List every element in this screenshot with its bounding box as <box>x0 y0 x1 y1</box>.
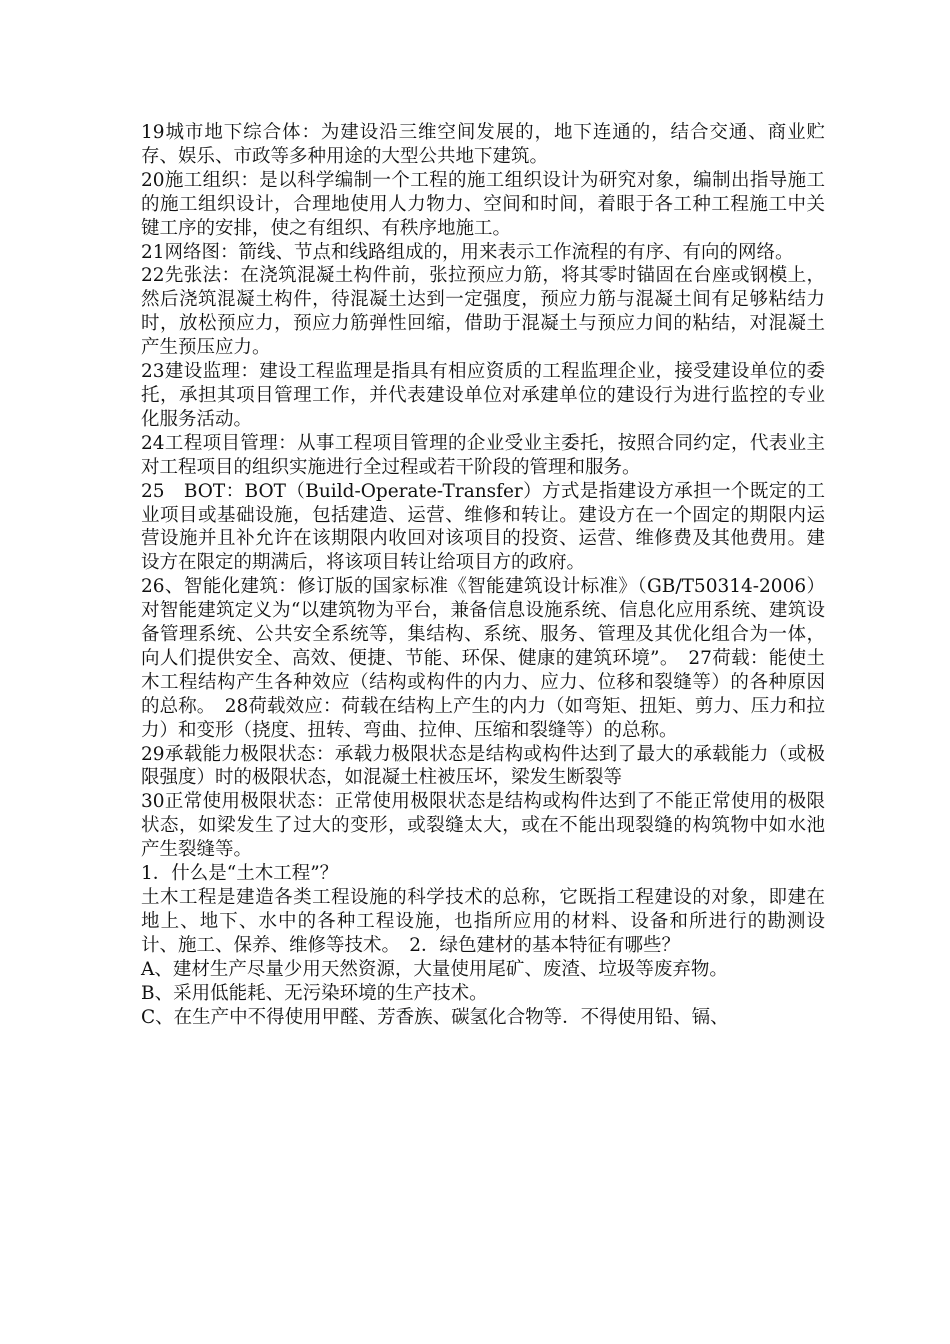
paragraph-19-urban-underground-complex: 19城市地下综合体：为建设沿三维空间发展的，地下连通的，结合交通、商业贮存、娱乐、市政等多种用途的大型公共地下建筑。 <box>141 122 825 167</box>
answer-1-and-question-2: 土木工程是建造各类工程设施的科学技术的总称，它既指工程建设的对象，即建在地上、地下、水中的各种工程设施，也指所应用的材料、设备和所进行的勘测设计、施工、保养、维修等技术。 2．绿色建材的基本特征有哪些？ <box>141 887 825 956</box>
paragraph-23-construction-supervision: 23建设监理：建设工程监理是指具有相应资质的工程监理企业，接受建设单位的委托，承担其项目管理工作，并代表建设单位对承建单位的建设行为进行监控的专业化服务活动。 <box>141 361 825 430</box>
list-item-c: C、在生产中不得使用甲醛、芳香族、碳氢化合物等．不得使用铅、镉、 <box>141 1006 729 1028</box>
document-page <box>141 121 825 1029</box>
paragraph-29-ultimate-limit-state: 29承载能力极限状态：承载力极限状态是结构或构件达到了最大的承载能力（或极限强度）时的极限状态，如混凝土柱被压坏，梁发生断裂等 <box>141 743 825 789</box>
paragraph-30-serviceability-limit-state: 30正常使用极限状态：正常使用极限状态是结构或构件达到了不能正常使用的极限状态，如梁发生了过大的变形，或裂缝太大，或在不能出现裂缝的构筑物中如水池产生裂缝等。 <box>141 791 825 861</box>
list-item-b: B、采用低能耗、无污染环境的生产技术。 <box>141 982 488 1004</box>
paragraph-20-construction-organization: 20施工组织：是以科学编制一个工程的施工组织设计为研究对象，编制出指导施工的施工组织设计，合理地使用人力物力、空间和时间，着眼于各工种工程施工中关键工序的安排，使之有组织、有秩序地施工。 <box>141 169 825 239</box>
paragraph-24-project-management: 24工程项目管理：从事工程项目管理的企业受业主委托，按照合同约定，代表业主对工程项目的组织实施进行全过程或若干阶段的管理和服务。 <box>141 432 825 478</box>
question-1-heading: 1．什么是“土木工程”？ <box>141 863 339 885</box>
paragraph-25-bot: 25 BOT：BOT（Build-Operate-Transfer）方式是指建设方承担一个既定的工业项目或基础设施，包括建造、运营、维修和转让。建设方在一个固定的期限内运营设施并且补允许在该期限内收回对该项目的投资、运营、维修费及其他费用。建设方在限定的期满后，将该项目转让给项目方的政府。 <box>141 480 825 574</box>
list-item-a: A、建材生产尽量少用天然资源，大量使用尾矿、废渣、垃圾等废弃物。 <box>141 958 728 980</box>
paragraph-21-network-diagram: 21网络图：箭线、节点和线路组成的，用来表示工作流程的有序、有向的网络。 <box>141 241 794 263</box>
paragraph-22-pretensioning: 22先张法：在浇筑混凝土构件前，张拉预应力筋，将其零时锚固在台座或钢模上，然后浇筑混凝土构件，待混凝土达到一定强度，预应力筋与混凝土间有足够粘结力时，放松预应力，预应力筋弹性回缩，借助于混凝土与预应力间的粘结，对混凝土产生预压应力。 <box>141 265 825 359</box>
paragraph-26-28-intelligent-building-loads: 26、智能化建筑：修订版的国家标准《智能建筑设计标准》（GB/T50314-2006）对智能建筑定义为“以建筑物为平台，兼备信息设施系统、信息化应用系统、建筑设备管理系统、公共安全系统等，集结构、系统、服务、管理及其优化组合为一体，向人们提供安全、高效、便捷、节能、环保、健康的建筑环境”。 27荷载：能使土木工程结构产生各种效应（结构或构件的内力、应力、位移和裂缝等）的各种原因的总称。 28荷载效应：荷载在结构上产生的内力（如弯矩、扭矩、剪力、压力和拉力）和变形（挠度、扭转、弯曲、拉伸、压缩和裂缝等）的总称。 <box>141 576 826 741</box>
